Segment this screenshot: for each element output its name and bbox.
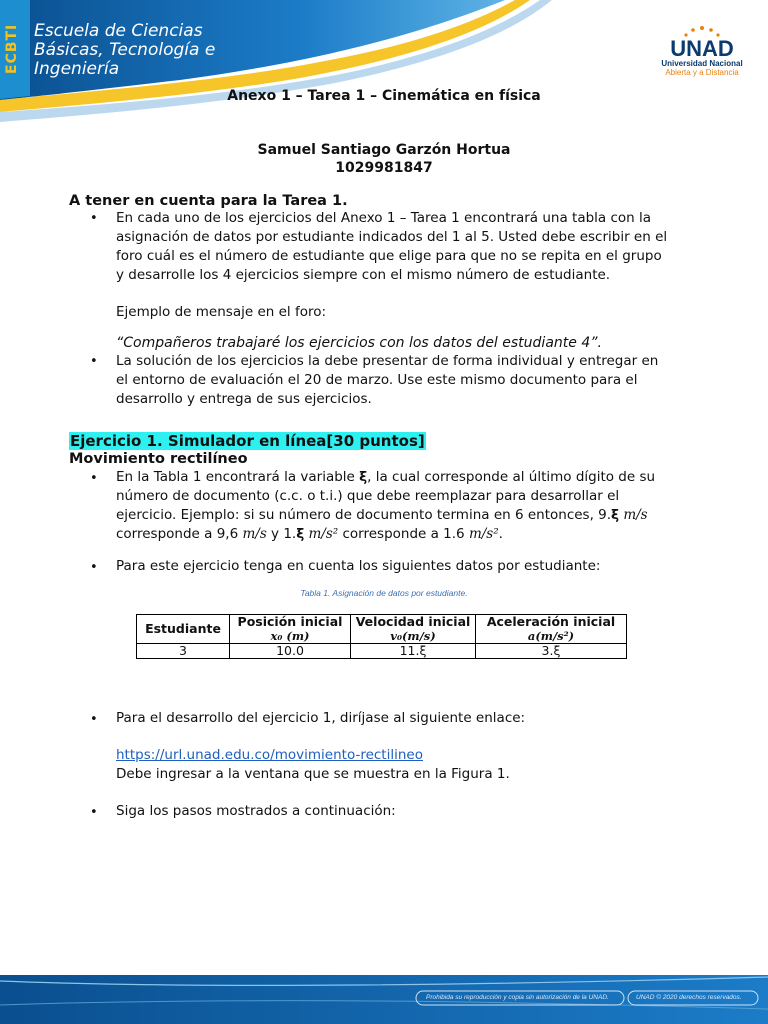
- footer-notice: Prohibida su reproducción y copia sin autorización de la UNAD.: [426, 994, 609, 1001]
- exercise-bullet-2: Para este ejercicio tenga en cuenta los siguientes datos por estudiante:: [116, 558, 601, 574]
- exercise-title: Ejercicio 1. Simulador en línea[30 puntos]: [70, 432, 425, 450]
- table-cell: 3: [137, 644, 230, 659]
- table-header: Estudiante: [137, 615, 230, 644]
- svg-text:UNAD: UNAD: [670, 36, 734, 58]
- simulator-link[interactable]: https://url.unad.edu.co/movimiento-rectilineo: [116, 747, 423, 763]
- table-header-row: [137, 615, 627, 644]
- table-cell: 11.ξ: [351, 644, 476, 659]
- table-header: Velocidad inicial v₀(m/s): [351, 615, 476, 644]
- author-block: [0, 141, 768, 177]
- note-heading: A tener en cuenta para la Tarea 1.: [69, 193, 348, 209]
- example-label: Ejemplo de mensaje en el foro:: [116, 304, 327, 320]
- table-caption: Tabla 1. Asignación de datos por estudiante.: [300, 588, 468, 598]
- bullet-icon: •: [90, 354, 98, 369]
- school-name: Escuela de Ciencias Básicas, Tecnología e Ingeniería: [34, 21, 216, 79]
- author-id: 1029981847: [335, 160, 433, 176]
- data-table: [136, 614, 627, 659]
- note-bullet-1: En cada uno de los ejercicios del Anexo 1 – Tarea 1 encontrará una tabla con la asignación de datos por estudiante indicados del 1 al 5. Usted debe escribir en el foro cuál es el número de estudiante que elige para que no se repita en el grupo y desarrolle los 4 ejercicios siempre con el mismo número de estudiante.: [116, 210, 668, 283]
- document-title: Anexo 1 – Tarea 1 – Cinemática en física: [227, 88, 541, 104]
- unad-logo-text: Universidad Nacional Abierta y a Distancia: [661, 59, 743, 77]
- footer-copyright: UNAD © 2020 derechos reservados.: [636, 994, 742, 1001]
- bullet-icon: •: [90, 805, 98, 820]
- author-name: Samuel Santiago Garzón Hortua: [257, 142, 511, 158]
- table-cell: 3.ξ: [476, 644, 627, 659]
- exercise-bullet-3: Para el desarrollo del ejercicio 1, diríjase al siguiente enlace:: [116, 710, 526, 726]
- table-header: Posición inicial x₀ (m): [230, 615, 351, 644]
- exercise-bullet-1: En la Tabla 1 encontrará la variable ξ, la cual corresponde al último dígito de su número de documento (c.c. o t.i.) que debe reemplazar para desarrollar el ejercicio. Ejemplo: si su número de documento termina en 6 entonces, 9.ξ m/s corresponde a 9,6 m/s y 1.ξ m/s² corresponde a 1.6 m/s².: [116, 469, 656, 542]
- ecbti-label: ECBTI: [4, 23, 20, 75]
- figure-note: Debe ingresar a la ventana que se muestra en la Figura 1.: [116, 766, 510, 782]
- bullet-icon: •: [90, 211, 98, 226]
- bullet-icon: •: [90, 560, 98, 575]
- table-header: Aceleración inicial a(m/s²): [476, 615, 627, 644]
- exercise-bullet-4: Siga los pasos mostrados a continuación:: [116, 803, 396, 819]
- unad-logo: [662, 22, 742, 58]
- example-quote: “Compañeros trabajaré los ejercicios con los datos del estudiante 4”.: [116, 335, 602, 351]
- table-cell: 10.0: [230, 644, 351, 659]
- table-row: [137, 644, 627, 659]
- bullet-icon: •: [90, 471, 98, 486]
- exercise-subhead: Movimiento rectilíneo: [69, 451, 248, 467]
- note-bullet-2: La solución de los ejercicios la debe presentar de forma individual y entregar en el entorno de evaluación el 20 de marzo. Use este mismo documento para el desarrollo y entrega de sus ejercicios.: [116, 353, 659, 407]
- bullet-icon: •: [90, 712, 98, 727]
